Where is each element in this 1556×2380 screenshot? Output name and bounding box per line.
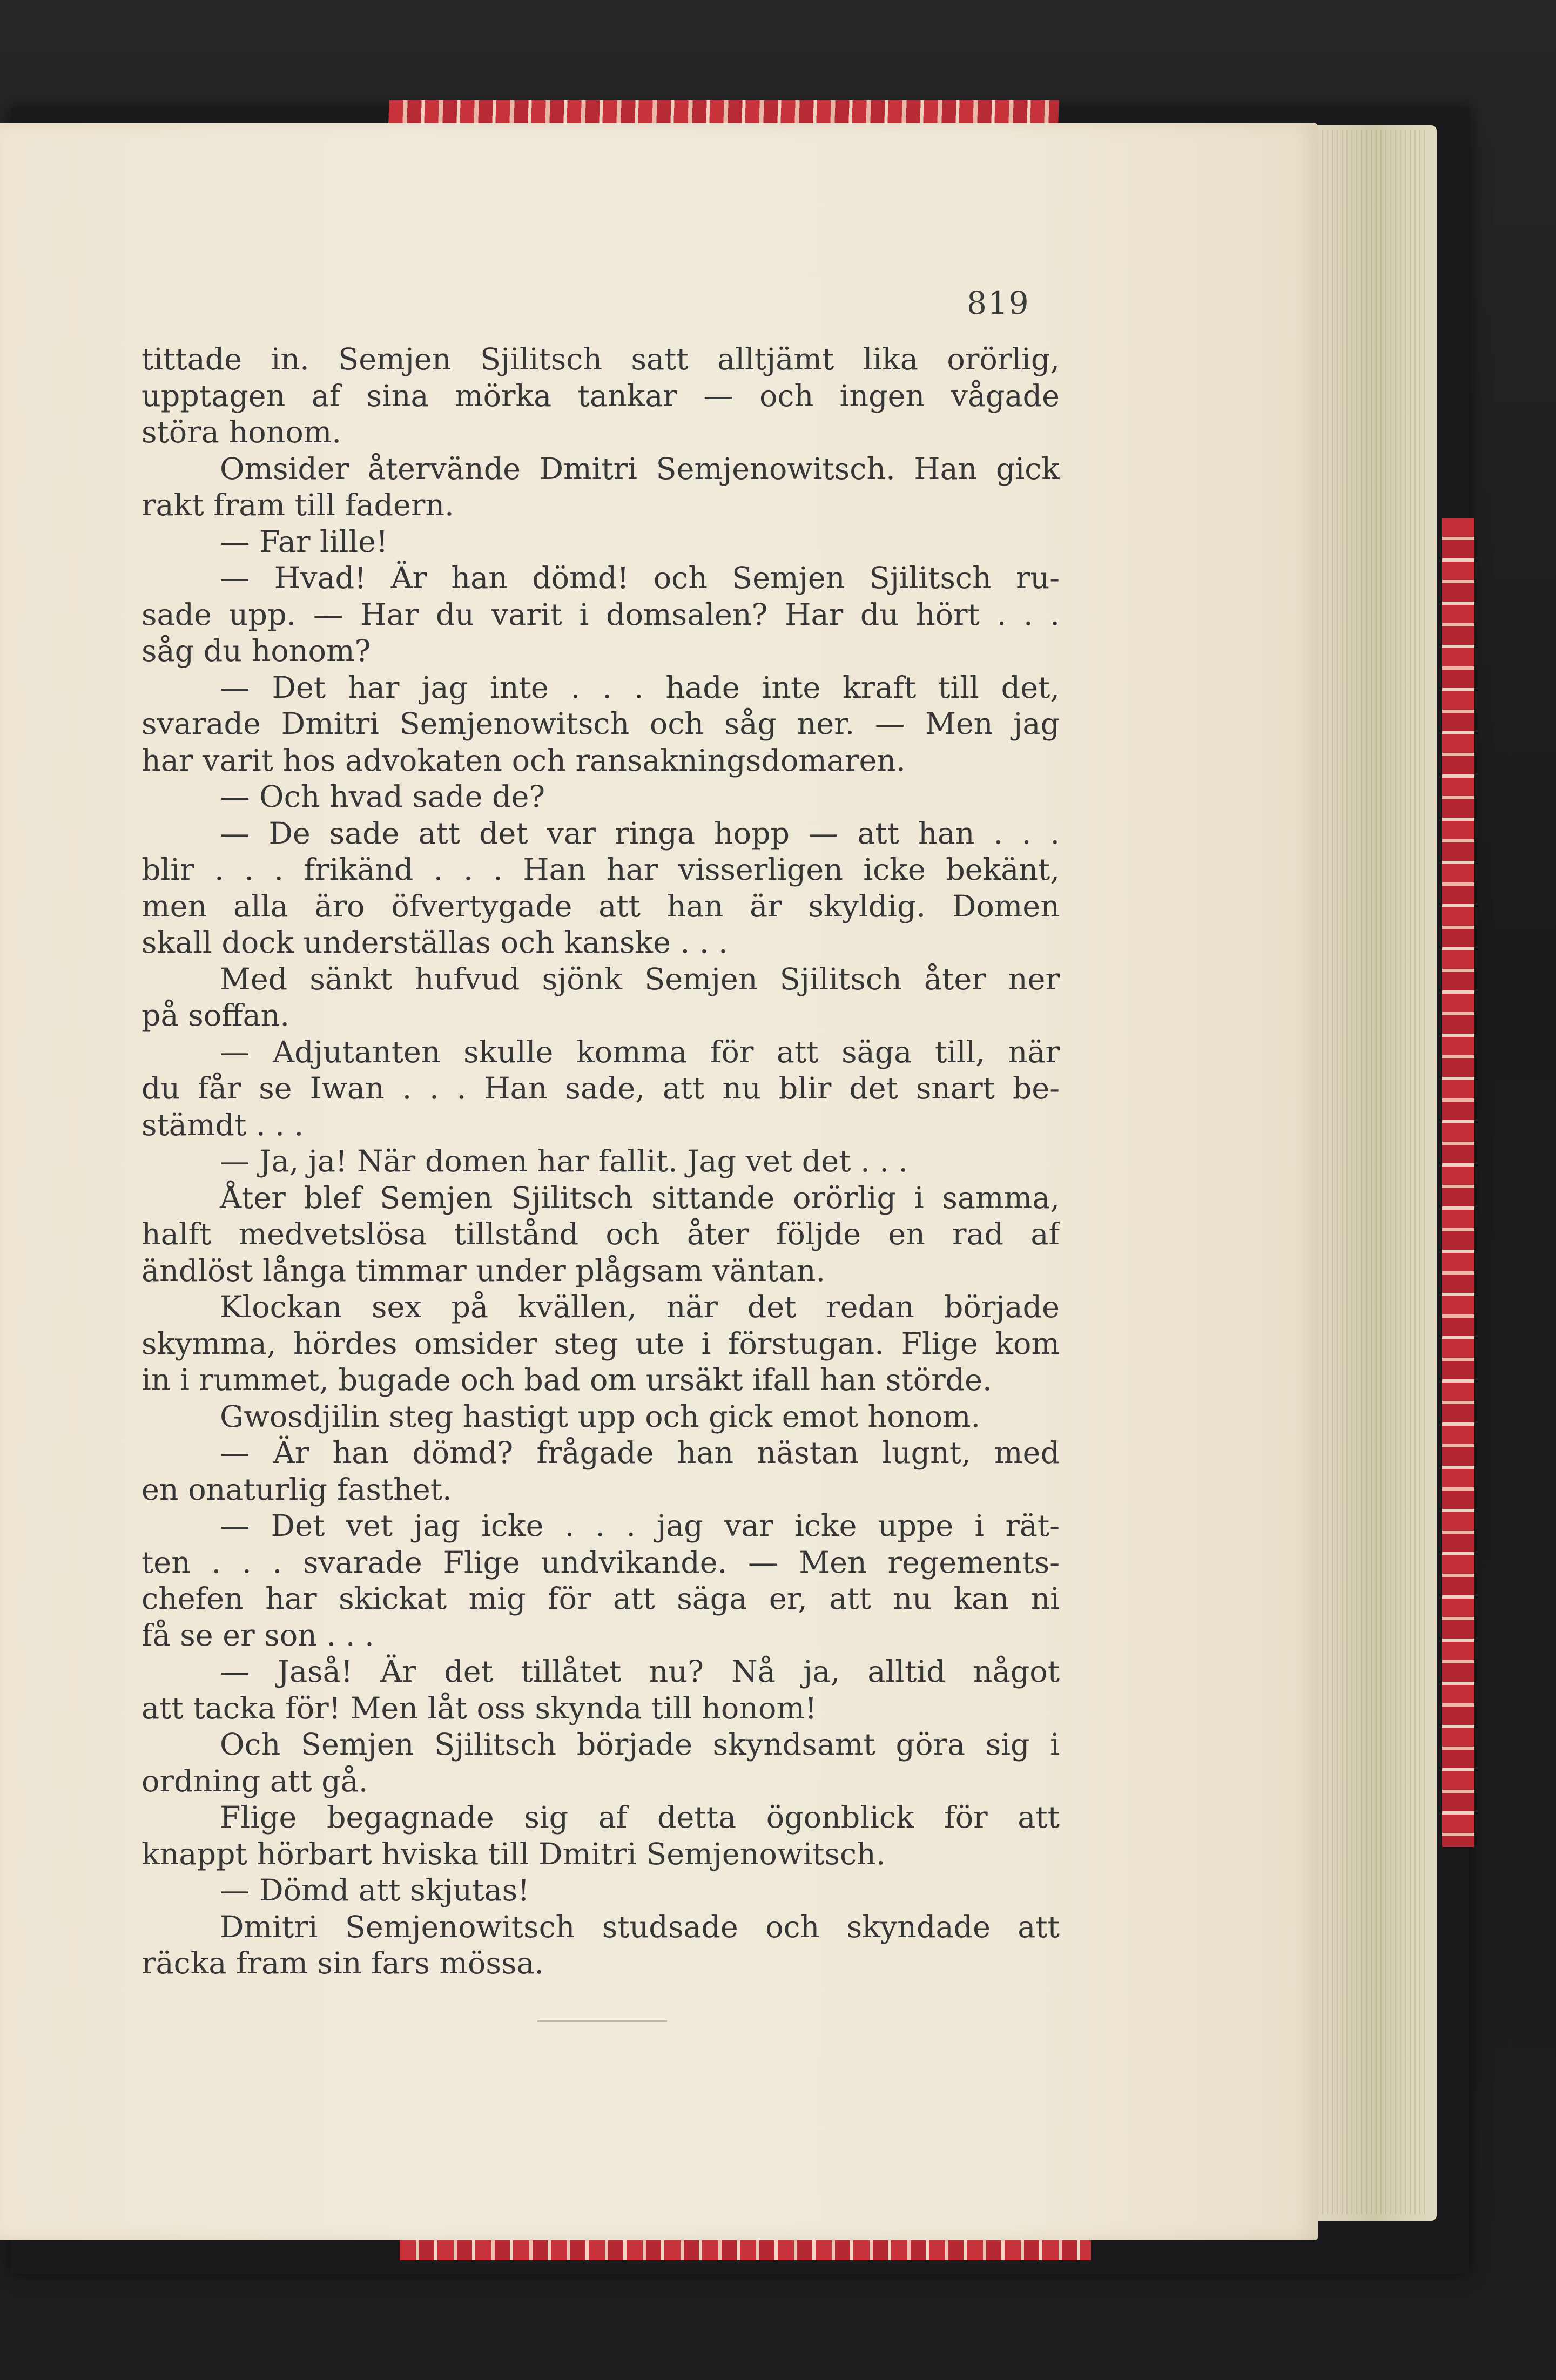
text-line: en onaturlig fasthet. xyxy=(142,1472,452,1507)
page-edge-top-marbled xyxy=(388,100,1059,123)
text-line: — Hvad! Är han dömd! och Semjen Sjilitsch ru- xyxy=(220,561,1060,596)
text-line: — Jaså! Är det tillåtet nu? Nå ja, alltid något xyxy=(220,1654,1060,1689)
text-line: in i rummet, bugade och bad om ursäkt ifall han störde. xyxy=(142,1363,992,1398)
text-line: men alla äro öfvertygade att han är skyldig. Domen xyxy=(142,888,1060,924)
text-line: — De sade att det var ringa hopp — att han . . . xyxy=(220,815,1060,851)
page-edge-right-marbled xyxy=(1442,518,1474,1847)
text-line: att tacka för! Men låt oss skynda till honom! xyxy=(142,1690,817,1726)
page-number: 819 xyxy=(967,285,1030,321)
text-line: ändlöst långa timmar under plågsam väntan. xyxy=(142,1253,826,1289)
text-line: — Ja, ja! När domen har fallit. Jag vet det . . . xyxy=(220,1144,908,1179)
text-line: upptagen af sina mörka tankar — och ingen vågade xyxy=(142,378,1060,414)
text-line: svarade Dmitri Semjenowitsch och såg ner. — Men jag xyxy=(142,706,1060,741)
text-line: har varit hos advokaten och ransakningsdomaren. xyxy=(142,743,906,778)
text-line: Dmitri Semjenowitsch studsade och skyndade att xyxy=(220,1909,1060,1945)
page-stack-texture xyxy=(1312,130,1426,2214)
text-line: Och Semjen Sjilitsch började skyndsamt göra sig i xyxy=(220,1727,1060,1762)
text-line: räcka fram sin fars mössa. xyxy=(142,1946,544,1981)
text-line: ordning att gå. xyxy=(142,1763,368,1799)
text-line: — Är han dömd? frågade han nästan lugnt, med xyxy=(220,1435,1060,1471)
text-line: stämdt . . . xyxy=(142,1107,304,1143)
text-line: sade upp. — Har du varit i domsalen? Har du hört . . . xyxy=(142,597,1060,632)
text-line: Gwosdjilin steg hastigt upp och gick emot honom. xyxy=(220,1399,981,1434)
text-line: ten . . . svarade Flige undvikande. — Men regements- xyxy=(142,1545,1060,1580)
text-line: Flige begagnade sig af detta ögonblick för att xyxy=(220,1800,1060,1835)
text-line: Åter blef Semjen Sjilitsch sittande orörlig i samma, xyxy=(220,1180,1060,1216)
text-line: såg du honom? xyxy=(142,633,371,669)
text-line: få se er son . . . xyxy=(142,1617,374,1653)
text-line: — Dömd att skjutas! xyxy=(220,1873,530,1908)
body-text xyxy=(142,341,1060,1982)
section-rule xyxy=(537,2020,667,2022)
text-line: — Det har jag inte . . . hade inte kraft till det, xyxy=(220,670,1060,705)
text-line: Med sänkt hufvud sjönk Semjen Sjilitsch åter ner xyxy=(220,961,1060,997)
text-line: chefen har skickat mig för att säga er, att nu kan ni xyxy=(142,1581,1060,1616)
text-line: skall dock underställas och kanske . . . xyxy=(142,925,728,960)
text-line: Klockan sex på kvällen, när det redan började xyxy=(220,1290,1060,1325)
text-line: — Far lille! xyxy=(220,524,388,559)
text-line: rakt fram till fadern. xyxy=(142,488,454,523)
text-line: störa honom. xyxy=(142,415,342,450)
text-line: på soffan. xyxy=(142,998,290,1033)
text-line: halft medvetslösa tillstånd och åter följde en rad af xyxy=(142,1217,1060,1252)
text-line: skymma, hördes omsider steg ute i förstugan. Flige kom xyxy=(142,1326,1060,1361)
text-line: knappt hörbart hviska till Dmitri Semjenowitsch. xyxy=(142,1836,886,1872)
text-line: Omsider återvände Dmitri Semjenowitsch. Han gick xyxy=(220,451,1060,487)
text-line: blir . . . frikänd . . . Han har visserligen icke bekänt, xyxy=(142,852,1060,887)
page-edge-bottom-marbled xyxy=(400,2239,1091,2260)
text-line: — Det vet jag icke . . . jag var icke uppe i rät- xyxy=(220,1508,1060,1543)
text-line: tittade in. Semjen Sjilitsch satt alltjämt lika orörlig, xyxy=(142,342,1060,377)
text-line: — Och hvad sade de? xyxy=(220,779,545,814)
text-line: — Adjutanten skulle komma för att säga till, när xyxy=(220,1034,1060,1070)
text-line: du får se Iwan . . . Han sade, att nu blir det snart be- xyxy=(142,1071,1060,1106)
